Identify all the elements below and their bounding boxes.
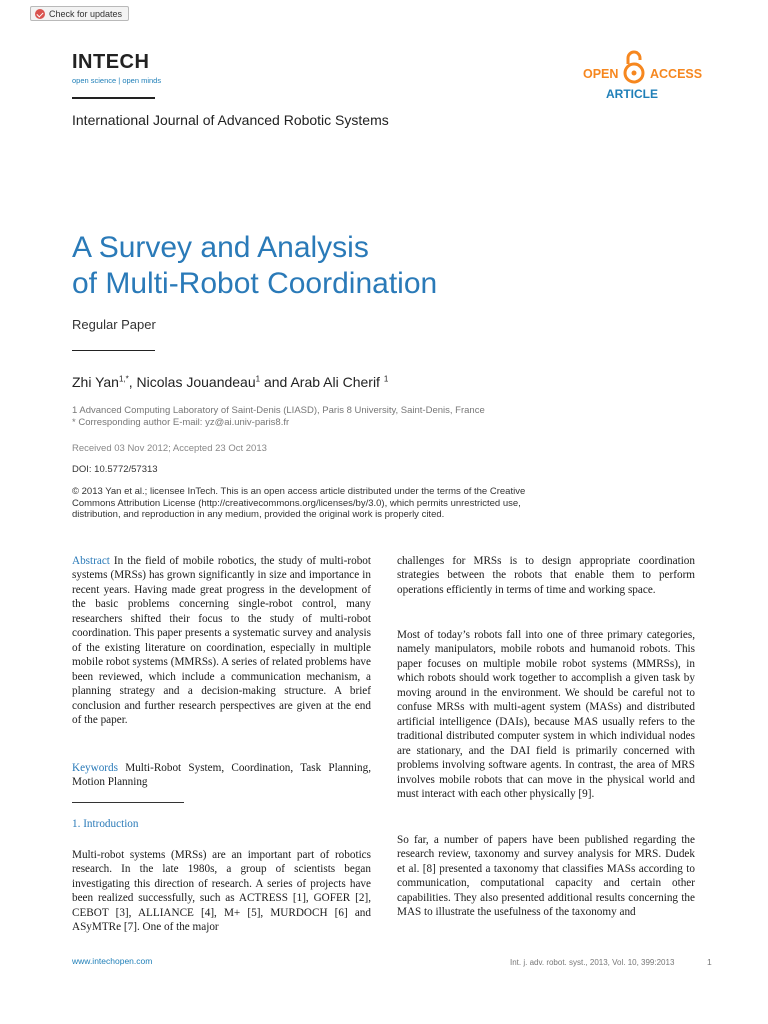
license-notice: © 2013 Yan et al.; licensee InTech. This is an open access article distributed under the terms of the Creative Commons Attribution License (http://creativecommons.org/licenses/by/3.0), which permits unrestricted use, distribution, and reproduction in any medium, provided the original work is properly cited. <box>72 486 526 520</box>
abstract-label: Abstract <box>72 555 110 567</box>
doi: DOI: 10.5772/57313 <box>72 464 158 475</box>
keywords-divider <box>72 802 184 803</box>
open-access-open: OPEN <box>583 67 619 81</box>
open-access-access: ACCESS <box>650 67 703 81</box>
affiliation-line: 1 Advanced Computing Laboratory of Saint-Denis (LIASD), Paris 8 University, Saint-Denis, France <box>72 405 485 416</box>
author-name: Zhi Yan <box>72 374 119 390</box>
author-affiliation-mark: 1,* <box>118 374 129 384</box>
open-access-lock-icon <box>623 50 645 84</box>
paper-title-line-1: A Survey and Analysis <box>72 231 369 264</box>
body-paragraph: So far, a number of papers have been published regarding the research review, taxonomy and survey analysis for MRS. Dudek et al. [8] presented a taxonomy that classifies MASs according to communication, computational capacity and certain other capabilities. They also presented additional results concerning the MAS to illustrate the usefulness of the taxonomy and <box>397 834 695 919</box>
journal-name: International Journal of Advanced Robotic Systems <box>72 112 389 128</box>
check-for-updates-button[interactable] <box>30 6 129 21</box>
paper-title-line-2: of Multi-Robot Coordination <box>72 267 438 300</box>
author-name: , Nicolas Jouandeau <box>128 374 256 390</box>
introduction-paragraph: Multi-robot systems (MRSs) are an important part of robotics research. In the late 1980s, a group of scientists began investigating this direction of research. A series of projects have been realized successfully, such as ACTRESS [1], GOFER [2], CEBOT [3], ALLIANCE [4], M+ [5], MURDOCH [6] and ASyMTRe [7]. One of the major <box>72 849 371 934</box>
footer-citation: Int. j. adv. robot. syst., 2013, Vol. 10, 399:2013 <box>510 958 675 967</box>
section-heading-introduction: 1. Introduction <box>72 818 139 830</box>
author-affiliation-mark: 1 <box>383 374 389 384</box>
author-affiliation-mark: 1 <box>255 374 261 384</box>
open-access-badge <box>583 50 703 102</box>
abstract <box>72 554 371 727</box>
check-icon <box>35 9 45 19</box>
body-paragraph: Most of today’s robots fall into one of three primary categories, namely manipulators, mobile robots and humanoid robots. This paper focuses on multiple mobile robot systems (MMRSs), in which robots should work together to accomplish a given task by moving around in the environment. We should be careful not to confuse MRSs with multi-agent system (MASs) and distributed artificial intelligence (DAIs), because MAS usually refers to the traditional distributed computer system in which individual nodes are stationary, and the DAI field is primarily concerned with problems involving software agents. In contrast, the area of MRS involves mobile robots that can move in the physical world and must interact with each other physically [9]. <box>397 629 695 800</box>
page-number: 1 <box>707 957 712 967</box>
keywords-label: Keywords <box>72 762 118 774</box>
publisher-tagline: open science | open minds <box>72 76 162 85</box>
author-name: and Arab Ali Cherif <box>260 374 384 390</box>
paper-type: Regular Paper <box>72 317 156 332</box>
abstract-text: In the field of mobile robotics, the study of multi-robot systems (MRSs) has grown significantly in size and importance in recent years. Having made great progress in the development of the basic problems concerning single-robot control, many researchers shifted their focus to the study of multi-robot coordination. This paper presents a systematic survey and analysis of the existing literature on coordination, especially in multiple mobile robot systems (MMRSs). A series of related problems have been reviewed, which include a communication mechanism, a planning strategy and a decision-making structure. A brief conclusion and further research perspectives are given at the end of the paper. <box>72 555 371 726</box>
title-divider <box>72 350 155 351</box>
keywords <box>72 761 371 790</box>
footer-url-link[interactable]: www.intechopen.com <box>72 956 153 966</box>
body-paragraph: challenges for MRSs is to design appropriate coordination strategies between the robots that enable them to perform operations efficiently in terms of time and working space. <box>397 555 695 596</box>
check-for-updates-label: Check for updates <box>49 8 123 19</box>
author-list <box>72 374 388 390</box>
corresponding-author: * Corresponding author E-mail: yz@ai.univ-paris8.fr <box>72 417 290 428</box>
received-dates: Received 03 Nov 2012; Accepted 23 Oct 2013 <box>72 443 267 454</box>
paper-title <box>72 230 437 302</box>
publisher-logo: INTECH <box>72 51 150 73</box>
open-access-article: ARTICLE <box>606 87 658 101</box>
logo-divider <box>72 97 155 99</box>
keywords-text: Multi-Robot System, Coordination, Task Planning, Motion Planning <box>72 762 371 789</box>
affiliations <box>72 405 485 429</box>
